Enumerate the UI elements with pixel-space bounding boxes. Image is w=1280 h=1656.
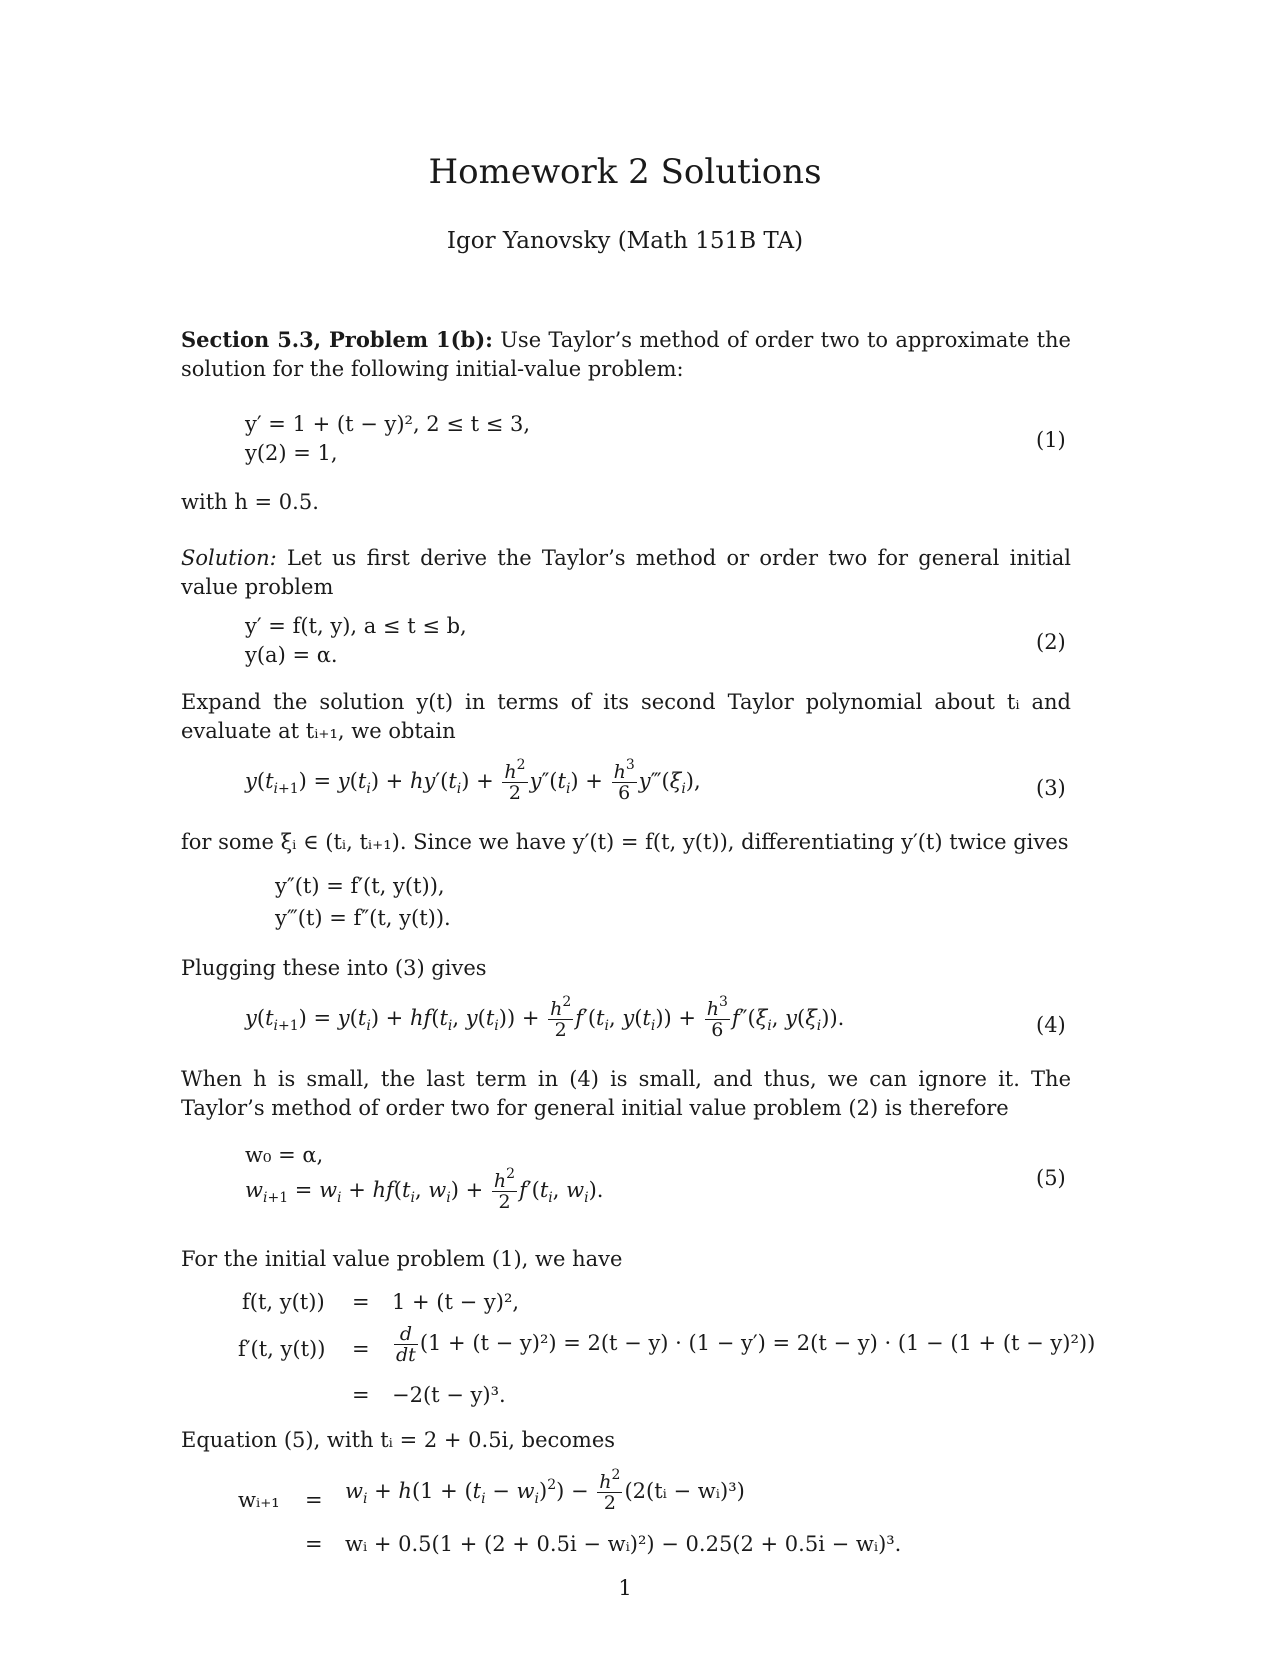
solution-intro (181, 544, 1071, 602)
page-number: 1 (618, 1576, 632, 1600)
equation5-text: Equation (5), with tᵢ = 2 + 0.5i, becomes (181, 1428, 616, 1452)
eq1-line2: y(2) = 1, (245, 441, 338, 465)
fp2-eq-sign: = (352, 1383, 370, 1407)
problem-label: Section 5.3, Problem 1(b): (181, 327, 493, 352)
fp-eq-sign: = (352, 1337, 370, 1361)
fp-lhs: f′(t, y(t)) (238, 1337, 326, 1361)
eq2-line1: y′ = f(t, y), a ≤ t ≤ b, (245, 614, 467, 638)
final-rhs1: $w_i + h(1 + (t_i - w_i)^2)$ − $\frac{h^2}{2}$ (2(tᵢ − wᵢ)³) (345, 1467, 745, 1514)
eq5-number: (5) (1036, 1166, 1066, 1190)
expand-text: Expand the solution y(t) in terms of its second Taylor polynomial about tᵢ and evaluate at tᵢ₊₁, we obtain (181, 690, 1071, 743)
final-eq-sign1: = (305, 1488, 323, 1512)
final-lhs: wᵢ₊₁ (238, 1488, 280, 1512)
eq2-number: (2) (1036, 630, 1066, 654)
solution-intro-text: Let us first derive the Taylor’s method or order two for general initial value problem (181, 546, 1071, 599)
yppp-eq: y‴(t) = f″(t, y(t)). (275, 906, 451, 930)
for-some-text: for some ξᵢ ∈ (tᵢ, tᵢ₊₁). Since we have y′(t) = f(t, y(t)), differentiating y′(t) twice gives (181, 830, 1069, 854)
when-h-text: When h is small, the last term in (4) is small, and thus, we can ignore it. The Taylor’s method of order two for general initial value problem (2) is therefore (181, 1067, 1071, 1120)
f-rhs: 1 + (t − y)², (392, 1290, 520, 1314)
document-title: Homework 2 Solutions (428, 152, 822, 192)
final-rhs1-tail: (2(tᵢ − wᵢ)³) (624, 1479, 745, 1503)
problem-text: Use Taylor’s method of order two to approximate the solution for the following initial-value problem: (181, 328, 1071, 381)
eq4: $y(t_{i+1}) = y(t_i) + hf(t_i$, $y(t_i)$) + $\frac{h^2}{2}$ $f'(t_i$, $y(t_i)$) + $\frac{h^3}{6}$ $f''(\xi_i$, $y(\xi_i)$). (245, 994, 845, 1041)
f-lhs: f(t, y(t)) (242, 1290, 325, 1314)
f-eq-sign: = (352, 1290, 370, 1314)
eq4-number: (4) (1036, 1013, 1066, 1037)
eq1-line1: y′ = 1 + (t − y)², 2 ≤ t ≤ 3, (245, 412, 531, 436)
eq2-line2: y(a) = α. (245, 643, 338, 667)
fp-rhs2: −2(t − y)³. (392, 1383, 506, 1407)
for-ivp-text: For the initial value problem (1), we have (181, 1247, 623, 1271)
eq5-line1: w₀ = α, (245, 1143, 324, 1167)
eq3-number: (3) (1036, 776, 1066, 800)
fp-rhs-tail: (1 + (t − y)²) = 2(t − y) · (1 − y′) = 2(t − y) · (1 − (1 + (t − y)²)) (419, 1331, 1096, 1355)
plugging-text: Plugging these into (3) gives (181, 956, 487, 980)
final-eq-sign2: = (305, 1532, 323, 1556)
final-rhs2: wᵢ + 0.5(1 + (2 + 0.5i − wᵢ)²) − 0.25(2 + 0.5i − wᵢ)³. (345, 1532, 902, 1556)
document-author: Igor Yanovsky (Math 151B TA) (446, 228, 804, 254)
problem-statement (181, 325, 1071, 384)
ypp-eq: y″(t) = f′(t, y(t)), (275, 874, 445, 898)
eq1-number: (1) (1036, 428, 1066, 452)
step-size: with h = 0.5. (181, 490, 319, 514)
eq3: $y(t_{i+1}) = y(t_i) + hy'(t_i)$ + $\frac{h^2}{2}$ $y''(t_i)$ + $\frac{h^3}{6}$ $y‴(\xi_i)$, (245, 757, 701, 804)
eq5-line2: $w_{i+1} = w_i + hf(t_i$, $w_i$) + $\frac{h^2}{2}$ $f'(t_i$, $w_i$). (245, 1166, 604, 1213)
fp-rhs: $\frac{d}{dt}$ (1 + (t − y)²) = 2(t − y) · (1 − y′) = 2(t − y) · (1 − (1 + (t − y)²)) (396, 1323, 1096, 1366)
solution-label: Solution: (181, 546, 277, 570)
